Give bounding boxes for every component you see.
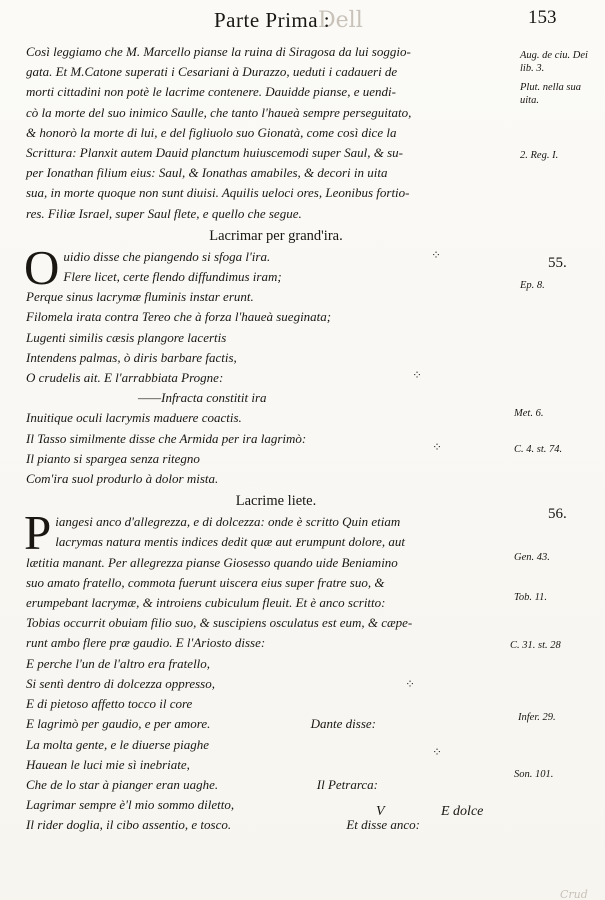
text-line: uidio disse che piangendo si sfoga l'ira. — [63, 248, 271, 264]
margin-section-number: 56. — [548, 506, 567, 522]
verse-line: Il pianto si spargea senza ritegno — [26, 450, 200, 466]
verse-line: O crudelis ait. E l'arrabbiata Progne: — [26, 370, 224, 386]
verse-line — [26, 775, 526, 795]
ornament-icon: ⁘ — [431, 248, 442, 262]
verse-text: E lagrimò per gaudio, e per amore. — [26, 716, 211, 732]
margin-note: Ep. 8. — [520, 280, 545, 291]
margin-note: Tob. 11. — [514, 592, 547, 603]
margin-note: Gen. 43. — [514, 552, 550, 563]
text-line: suo amato fratello, commota fuerunt uiscera eius super fratre suo, & — [26, 574, 385, 590]
text-line: Tobias occurrit obuiam filio suo, & suscipiens osculatus est eum, & cæpe- — [26, 615, 413, 631]
margin-section-number: 55. — [548, 255, 567, 271]
text-line: erumpebant lacrymæ, & introiens cubiculum fleuit. Et è anco scritto: — [26, 595, 386, 611]
ornament-icon: ⁘ — [432, 745, 443, 759]
verse-line: Lugenti similis cæsis plangore lacertis — [26, 329, 227, 345]
verse-line: E perche l'un de l'altro era fratello, — [26, 655, 211, 671]
ornament-icon: ⁘ — [405, 677, 416, 691]
running-title: Parte Prima : — [214, 8, 331, 32]
verse-line: Lagrimar sempre è'l mio sommo diletto, — [26, 797, 235, 813]
verse-line: Com'ira suol produrlo à dolor mista. — [26, 471, 219, 487]
text-line: iangesi anco d'allegrezza, e di dolcezza: onde è scritto Quin etiam — [55, 514, 401, 530]
verse-line: Intendens palmas, ò diris barbare factis, — [26, 349, 237, 365]
ornament-icon: ⁘ — [432, 440, 443, 454]
inline-attribution: Dante disse: — [310, 716, 376, 732]
text-line: cò la morte del suo inimico Saulle, che tanto l'haueà sempre perseguitato, — [26, 104, 412, 120]
text-line: sua, in morte quoque non sunt diuisi. Aquilis ueloci ores, Leonibus fortio- — [26, 185, 410, 201]
verse-line: Inuitique oculi lacrymis maduere coactis. — [26, 410, 242, 426]
page-number: 153 — [528, 7, 557, 28]
margin-note: C. 31. st. 28 — [510, 640, 561, 651]
verse-line: Si sentì dentro di dolcezza oppresso, — [26, 675, 215, 691]
section-liete — [24, 505, 526, 835]
verse-line: Hauean le luci mie sì inebriate, — [26, 756, 190, 772]
verse-text: Il rider doglia, il cibo assentio, e tosco. — [26, 817, 232, 833]
text-line: Il Tasso similmente disse che Armida per ira lagrimò: — [26, 430, 307, 446]
text-line: per Ionathan filium eius: Saul, & Ionathas amabiles, & decori in uita — [26, 165, 388, 181]
margin-note: Son. 101. — [514, 769, 554, 780]
margin-note: C. 4. st. 74. — [514, 444, 563, 455]
verse-text: Che de lo star à pianger eran uaghe. — [26, 776, 219, 792]
catchword: E dolce — [441, 804, 484, 819]
text-line: lætitia manant. Per allegrezza pianse Giosesso quando uide Beniamino — [26, 554, 398, 570]
main-text-block — [26, 42, 526, 836]
drop-cap: P — [24, 505, 52, 561]
inline-attribution: Il Petrarca: — [316, 776, 378, 792]
text-line: res. Filiæ Israel, super Saul flete, e quello che segue. — [26, 205, 302, 221]
bleed-through-text: Dell — [318, 8, 363, 33]
text-line: gata. Et M.Catone superati i Cesariani à Durazzo, ueduti i cadaueri de — [26, 64, 398, 80]
verse-line: La molta gente, e le diuerse piaghe — [26, 736, 210, 752]
ornament-icon: ⁘ — [412, 368, 423, 382]
bleed-through-text: Crud — [560, 888, 588, 900]
margin-note: Infer. 29. — [518, 712, 556, 723]
drop-cap: O — [24, 239, 60, 295]
text-line: & honorò la morte di lui, e del figliuolo suo Gionatà, come così dice la — [26, 124, 397, 140]
text-line: Scrittura: Planxit autem Dauid planctum huiuscemodi super Saul, & su- — [26, 145, 403, 161]
text-line: Filomela irata contra Tereo che à forza l'haueà sueginata; — [26, 309, 332, 325]
text-line: runt ambo flere præ gaudio. E l'Ariosto disse: — [26, 635, 266, 651]
text-line: lacrymas natura mentis indices dedit quæ aut erumpunt dolore, aut — [55, 534, 406, 550]
inline-attribution: Et disse anco: — [346, 817, 420, 833]
verse-line: Perque sinus lacrymæ fluminis instar erunt. — [26, 289, 254, 305]
signature-mark: V — [376, 804, 385, 819]
text-line: morti cittadini non potè le lacrime contenere. Dauidde pianse, e uendi- — [26, 84, 396, 100]
section-ira — [24, 239, 526, 489]
text-line: Così leggiamo che M. Marcello pianse la ruina di Siragosa da lui soggio- — [26, 44, 411, 59]
verse-line: Flere licet, certe flendo diffundimus iram; — [63, 269, 282, 285]
section-heading: Lacrime liete. — [235, 493, 317, 510]
margin-note: Aug. de ciu. Dei lib. 3. — [520, 50, 588, 74]
verse-line: E di pietoso affetto tocco il core — [26, 696, 193, 712]
margin-note: 2. Reg. I. — [520, 150, 559, 161]
section-heading: Lacrimar per grand'ira. — [209, 227, 343, 244]
margin-note: Plut. nella sua uita. — [520, 82, 581, 106]
verse-line — [26, 714, 526, 734]
margin-note: Met. 6. — [514, 408, 544, 419]
verse-line: ——Infracta constitit ira — [138, 390, 267, 406]
running-header — [0, 2, 605, 38]
